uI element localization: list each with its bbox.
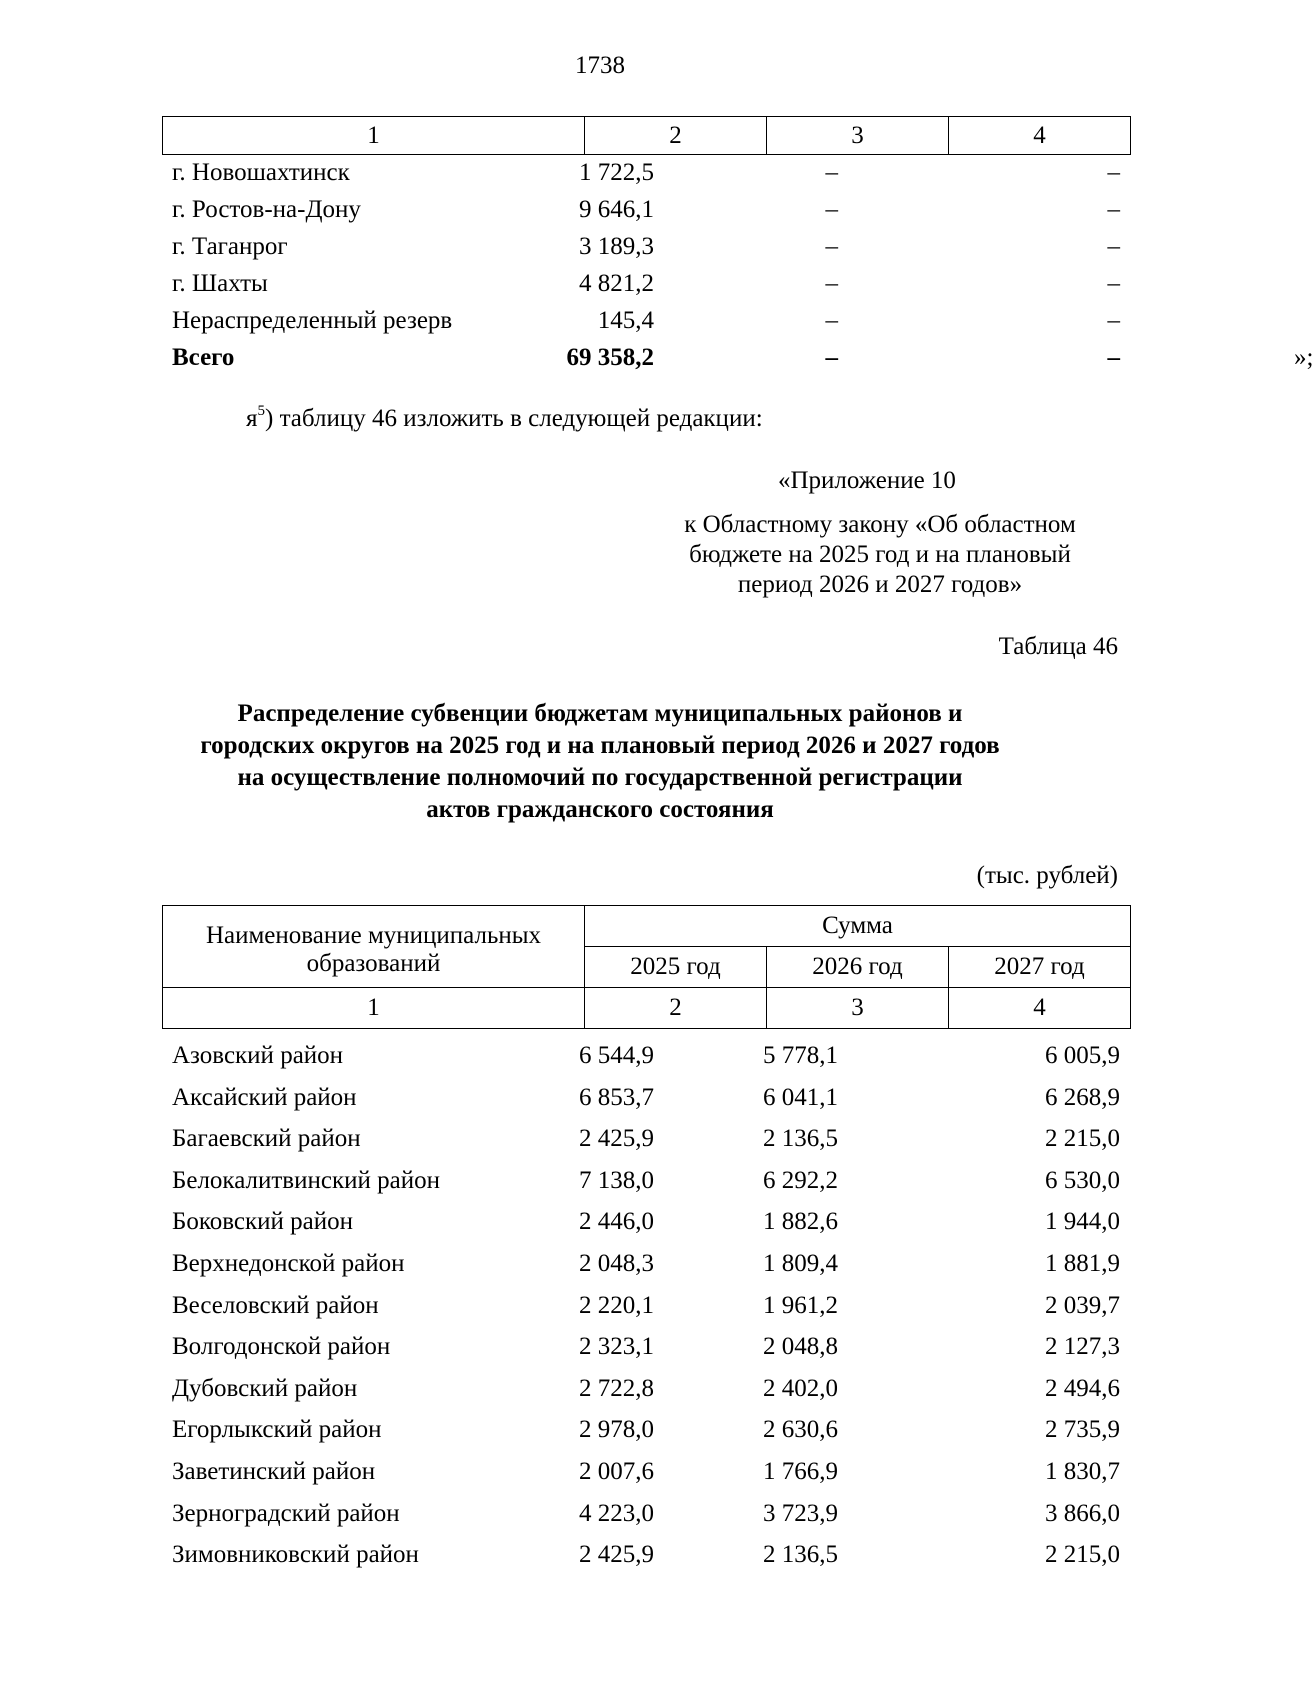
prev-table-body: [162, 154, 1313, 376]
row-value-2025: 2 446,0: [579, 1208, 654, 1236]
row-value-2025: 2 323,1: [579, 1333, 654, 1361]
row-name: Багаевский район: [172, 1125, 361, 1153]
row-value-2027: 2 735,9: [1045, 1416, 1120, 1444]
table-row: [162, 191, 1130, 228]
row-value-2026: –: [825, 307, 838, 334]
row-value-2025: 2 425,9: [579, 1125, 654, 1153]
row-value-2025: 1 722,5: [579, 159, 654, 186]
page-number: 1738: [575, 52, 625, 79]
title-line: на осуществление полномочий по государственной регистрации: [237, 764, 963, 791]
row-value-2025: 3 189,3: [579, 233, 654, 260]
paragraph-text: ) таблицу 46 изложить в следующей редакции:: [265, 405, 763, 432]
header-sum: Сумма: [585, 906, 1131, 947]
main-table-header: [162, 905, 1131, 1029]
title-line: городских округов на 2025 год и на плановый период 2026 и 2027 годов: [200, 732, 1000, 759]
row-value-2027: 2 127,3: [1045, 1333, 1120, 1361]
row-value-2026: 5 778,1: [763, 1042, 838, 1069]
row-value-2027: 2 494,6: [1045, 1374, 1120, 1402]
row-value-2027: 6 005,9: [1045, 1042, 1120, 1069]
table-row: [162, 1326, 1130, 1368]
table-row: [162, 1035, 1130, 1077]
title-line: актов гражданского состояния: [426, 796, 774, 823]
row-value-2027: 2 215,0: [1045, 1125, 1120, 1153]
row-name: Дубовский район: [172, 1374, 358, 1402]
table-row: [162, 1201, 1130, 1243]
row-value-2025: 145,4: [597, 307, 654, 334]
row-name: Волгодонской район: [172, 1333, 391, 1361]
row-name: Верхнедонской район: [172, 1249, 405, 1277]
row-value-2027: 1 881,9: [1045, 1249, 1120, 1277]
row-value-2025: 6 544,9: [579, 1042, 654, 1069]
row-value-2025: 2 220,1: [579, 1291, 654, 1319]
row-value-2027: –: [1107, 196, 1120, 223]
appendix-reference: [640, 510, 1120, 600]
row-value-2025: 2 007,6: [579, 1457, 654, 1485]
paragraph-prefix: я: [246, 405, 258, 432]
header-year-2027: 2027 год: [949, 947, 1131, 988]
appendix-line: к Областному закону «Об областном: [684, 511, 1076, 538]
row-value-2027: 6 530,0: [1045, 1166, 1120, 1194]
row-value-2027: 3 866,0: [1045, 1499, 1120, 1527]
row-name: Нераспределенный резерв: [172, 307, 453, 334]
col-number-3: 3: [767, 117, 949, 155]
table-row: [162, 1243, 1130, 1285]
table-row: [162, 1451, 1130, 1493]
row-value-2027: 2 215,0: [1045, 1541, 1120, 1569]
table-row: [162, 1285, 1130, 1327]
prev-table-header: [162, 116, 1131, 155]
col-number-2: 2: [585, 117, 767, 155]
row-name: г. Шахты: [172, 270, 268, 297]
appendix-title: «Приложение 10: [778, 467, 956, 494]
row-name: Егорлыкский район: [172, 1416, 382, 1444]
row-value-2027: 1 830,7: [1045, 1457, 1120, 1485]
header-name: Наименование муниципальных образований: [163, 906, 585, 988]
table-row: [162, 302, 1130, 339]
closing-quote: »;: [1294, 344, 1313, 371]
header-year-2026: 2026 год: [767, 947, 949, 988]
row-value-2026: 2 136,5: [763, 1125, 838, 1153]
row-value-2027: –: [1107, 307, 1120, 334]
row-value-2026: 6 292,2: [763, 1166, 838, 1194]
row-value-2026: 1 766,9: [763, 1457, 838, 1485]
col-number-1: 1: [163, 988, 585, 1029]
table-row: [162, 1409, 1130, 1451]
row-name: г. Ростов-на-Дону: [172, 196, 361, 223]
table-row: [162, 1077, 1130, 1119]
table-row: [162, 1493, 1130, 1535]
row-name: Зерноградский район: [172, 1499, 400, 1527]
row-value-2026: –: [825, 159, 838, 186]
row-value-2027: 6 268,9: [1045, 1083, 1120, 1111]
row-value-2025: 4 821,2: [579, 270, 654, 297]
row-value-2025: 2 425,9: [579, 1541, 654, 1569]
row-value-2025: 2 978,0: [579, 1416, 654, 1444]
row-name: Аксайский район: [172, 1083, 357, 1111]
table-row: [162, 1534, 1130, 1576]
table-row: [162, 1118, 1130, 1160]
total-value-2027: –: [1107, 344, 1120, 371]
row-value-2026: –: [825, 196, 838, 223]
row-value-2027: –: [1107, 233, 1120, 260]
main-table-body: [162, 1035, 1130, 1576]
appendix-line: период 2026 и 2027 годов»: [737, 571, 1023, 598]
total-label: Всего: [172, 344, 235, 371]
row-name: г. Новошахтинск: [172, 159, 350, 186]
total-row: [162, 339, 1313, 376]
row-value-2025: 7 138,0: [579, 1166, 654, 1194]
row-name: Боковский район: [172, 1208, 353, 1236]
total-value-2025: 69 358,2: [566, 344, 654, 371]
row-name: Азовский район: [172, 1042, 344, 1069]
row-name: Заветинский район: [172, 1457, 376, 1485]
row-value-2027: –: [1107, 270, 1120, 297]
row-value-2026: 2 402,0: [763, 1374, 838, 1402]
table-row: [162, 154, 1130, 191]
table-row: [162, 265, 1130, 302]
paragraph-superscript: 5: [257, 403, 265, 419]
table-title: [150, 698, 1050, 826]
row-value-2026: 2 630,6: [763, 1416, 838, 1444]
row-value-2026: 1 961,2: [763, 1291, 838, 1319]
row-value-2025: 2 048,3: [579, 1249, 654, 1277]
title-line: Распределение субвенции бюджетам муниципальных районов и: [237, 700, 963, 727]
table-row: [162, 228, 1130, 265]
col-number-4: 4: [949, 117, 1131, 155]
row-value-2026: –: [825, 270, 838, 297]
col-number-2: 2: [585, 988, 767, 1029]
row-value-2026: 6 041,1: [763, 1083, 838, 1111]
row-value-2026: –: [825, 233, 838, 260]
row-value-2026: 2 136,5: [763, 1541, 838, 1569]
appendix-line: бюджете на 2025 год и на плановый: [689, 541, 1071, 568]
row-name: Зимовниковский район: [172, 1541, 419, 1569]
row-value-2027: 1 944,0: [1045, 1208, 1120, 1236]
row-value-2025: 2 722,8: [579, 1374, 654, 1402]
row-name: Белокалитвинский район: [172, 1166, 440, 1194]
row-value-2025: 9 646,1: [579, 196, 654, 223]
row-name: г. Таганрог: [172, 233, 288, 260]
row-value-2026: 1 809,4: [763, 1249, 838, 1277]
row-value-2026: 1 882,6: [763, 1208, 838, 1236]
total-value-2026: –: [825, 344, 838, 371]
header-year-2025: 2025 год: [585, 947, 767, 988]
row-value-2026: 3 723,9: [763, 1499, 838, 1527]
col-number-1: 1: [163, 117, 585, 155]
col-number-3: 3: [767, 988, 949, 1029]
col-number-4: 4: [949, 988, 1131, 1029]
table-label: Таблица 46: [998, 633, 1118, 660]
units-label: (тыс. рублей): [976, 862, 1118, 889]
amendment-paragraph: [246, 405, 763, 433]
row-value-2025: 4 223,0: [579, 1499, 654, 1527]
row-name: Веселовский район: [172, 1291, 379, 1319]
row-value-2026: 2 048,8: [763, 1333, 838, 1361]
table-row: [162, 1160, 1130, 1202]
table-row: [162, 1368, 1130, 1410]
row-value-2027: –: [1107, 159, 1120, 186]
row-value-2025: 6 853,7: [579, 1083, 654, 1111]
row-value-2027: 2 039,7: [1045, 1291, 1120, 1319]
